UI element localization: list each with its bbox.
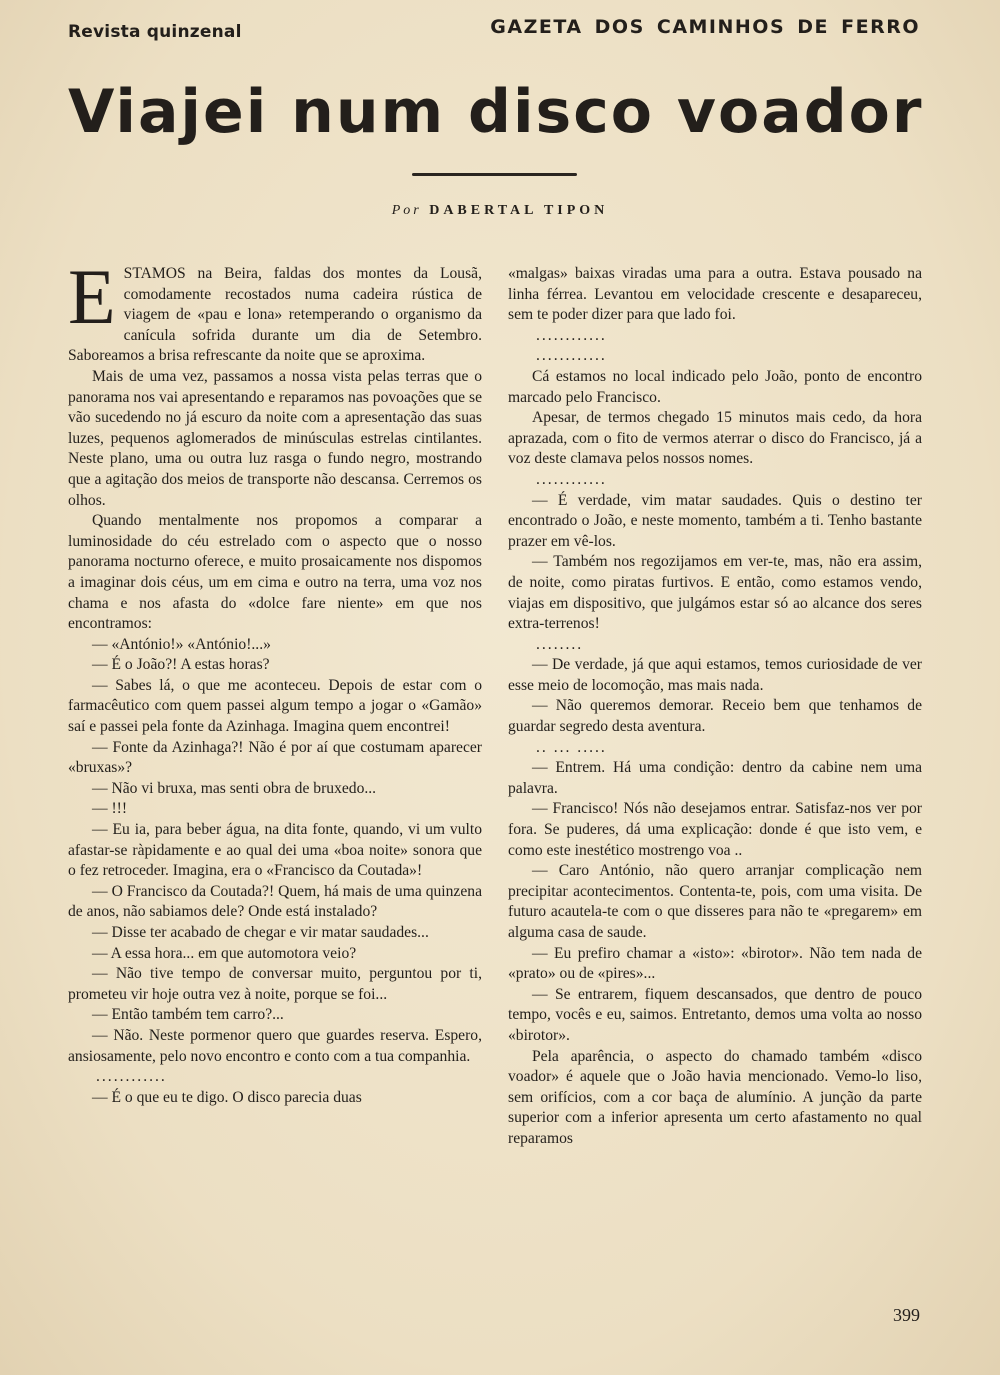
paragraph-text: — «António!» «António!...» [92,635,271,653]
paragraph-text: STAMOS na Beira, faldas dos montes da Lousã, comodamente recostados numa cadeira rústica de viagem de «pau e lona» retemperando o organismo da canícula sofrida durante um dia de Setembro. Saboreamos a brisa refrescante da noite que se aproxima. [68,265,482,365]
paragraph-text: Cá estamos no local indicado pelo João, ponto de encontro marcado pelo Francisco. [508,367,922,406]
paragraph-text: — Também nos regozijamos em ver-te, mas, não era assim, de noite, como piratas furtivos. E então, como estamos vendo, viajas em dispositivo, que julgámos estar só ao alcance dos seres extra-terrenos! [508,553,922,633]
paragraph-text: — Fonte da Azinhaga?! Não é por aí que costumam aparecer «bruxas»? [68,738,482,777]
paragraph [508,408,922,470]
paragraph-text: — Disse ter acabado de chegar e vir matar saudades... [92,924,429,941]
paragraph [508,696,922,737]
article-column-left [68,253,482,1108]
paragraph [68,738,482,779]
paragraph-text: .. ... ..... [536,738,607,756]
paragraph-text: ............ [536,326,607,344]
paragraph [68,655,482,676]
paragraph-text: — !!! [92,800,128,818]
paragraph [508,738,922,759]
paragraph [68,882,482,923]
byline [0,203,1000,219]
paragraph [68,1067,482,1088]
paragraph-text: — É verdade, vim matar saudades. Quis o destino ter encontrado o João, e neste momento, também a ti. Tenho bastante prazer em vê-los. [508,491,922,550]
paragraph-text: — O Francisco da Coutada?! Quem, há mais de uma quinzena de anos, não sabiamos dele? Onde está instalado? [68,882,482,921]
paragraph-text: — Sabes lá, o que me aconteceu. Depois de estar com o farmacêutico com quem passei algum tempo a jogar o «Gamão» saí e passei pela fonte da Azinhaga. Imagina quem encontrei! [68,676,482,736]
paragraph [508,758,922,799]
paragraph-text: — Entrem. Há uma condição: dentro da cabine nem uma palavra. [508,759,922,797]
paragraph [68,799,482,820]
paragraph-text: — Não queremos demorar. Receio bem que tenhamos de guardar segredo desta aventura. [508,697,922,736]
paragraph-text: ............ [96,1068,167,1086]
paragraph [68,1026,482,1067]
paragraph-text: — É o que eu te digo. O disco parecia duas [92,1088,362,1106]
paragraph [508,1047,922,1150]
paragraph [68,676,482,738]
paragraph [508,326,922,347]
paragraph-text: ............ [536,470,607,488]
paragraph [508,985,922,1047]
paragraph [68,635,482,656]
paragraph-text: — Não tive tempo de conversar muito, perguntou por ti, prometeu vir hoje outra vez à noite, porque se foi... [68,965,482,1003]
paragraph [508,552,922,634]
paragraph [508,861,922,943]
paragraph [68,1005,482,1026]
paragraph [68,944,482,965]
header-section-label: Revista quinzenal [68,22,242,42]
paragraph-text: Mais de uma vez, passamos a nossa vista pelas terras que o panorama nos vai apresentando e reparamos nas povoações que se vão sucedendo no já escuro da noite com a apresentação das suas luzes, pequenos aglomerados de minúsculas estrelas cintilantes. Neste plano, uma ou outra luz rasga o fundo negro, mostrando que a agitação dos meios de transporte não descansa. Cerremos os olhos. [68,367,482,509]
paragraph-text: — Caro António, não quero arranjar complicação nem precipitar acontecimentos. Contenta-te, pois, com uma visita. De futuro acautela-te com o que disseres para não te «pregarem» em alguma casa de saude. [508,862,922,941]
article-column-right [508,264,922,1150]
paragraph [508,264,922,326]
article-title: Viajei num disco voador [68,77,924,147]
paragraph-text: — Então também tem carro?... [92,1006,284,1024]
paragraph-text: — A essa hora... em que automotora veio? [92,944,357,962]
paragraph [508,655,922,696]
paragraph [68,253,482,367]
paragraph-text: — De verdade, já que aqui estamos, temos curiosidade de ver esse meio de locomoção, mas mais nada. [508,656,922,694]
title-divider [412,173,577,176]
paragraph [508,944,922,985]
paragraph [68,923,482,944]
paragraph-text: — Não vi bruxa, mas senti obra de bruxedo... [92,779,377,797]
paragraph [68,367,482,511]
paragraph [508,635,922,656]
paragraph-text: «malgas» baixas viradas uma para a outra. Estava pousado na linha férrea. Levantou em velocidade crescente e desapareceu, sem te poder dizer para que lado foi. [508,265,922,324]
paragraph-text: — Francisco! Nós não desejamos entrar. Satisfaz-nos ver por fora. Se puderes, dá uma explicação: donde é que isto vem, e como este inestético mostrengo voa .. [508,800,922,859]
paragraph [68,964,482,1005]
paragraph [68,1088,482,1109]
paragraph-text: ........ [536,635,584,653]
byline-prefix: Por [391,203,422,218]
paragraph-text: — Se entrarem, fiquem descansados, que dentro de pouco tempo, vocês e eu, saimos. Entretanto, demos uma volta ao nosso «birotor». [508,985,922,1044]
paragraph [68,820,482,882]
paragraph [508,491,922,553]
paragraph [68,511,482,635]
header-magazine-title: GAZETA DOS CAMINHOS DE FERRO [490,16,920,38]
paragraph-text: — É o João?! A estas horas? [92,656,270,674]
paragraph [68,779,482,800]
paragraph-text: — Não. Neste pormenor quero que guardes reserva. Espero, ansiosamente, pelo novo encontro e conto com a tua companhia. [68,1026,482,1065]
paragraph [508,799,922,861]
paragraph-text: ............ [536,347,607,365]
paragraph-text: Pela aparência, o aspecto do chamado também «disco voador» é aquele que o João havia mencionado. Vemo-lo liso, sem orifícios, com a cor baça de alumínio. A junção da parte superior com a inferior apresenta um certo afastamento no qual reparamos [508,1047,922,1147]
paragraph-text: — Eu prefiro chamar a «isto»: «birotor». Não tem nada de «prato» ou de «pires»... [508,944,922,983]
paragraph-text: Apesar, de termos chegado 15 minutos mais cedo, da hora aprazada, com o fito de vermos aterrar o disco do Francisco, já a voz deste clamava pelos nossos nomes. [508,409,922,468]
drop-cap: E [68,253,116,340]
page-number: 399 [893,1305,920,1325]
paragraph [508,346,922,367]
paragraph [508,367,922,408]
paragraph-text: — Eu ia, para beber água, na dita fonte, quando, vi um vulto afastar-se ràpidamente e ao qual dei uma «boa noite» sonora que o fez retroceder. Imagina, era o «Francisco da Coutada»! [68,821,482,880]
paragraph [508,470,922,491]
paragraph-text: Quando mentalmente nos propomos a comparar a luminosidade do céu estrelado com o aspecto que o nosso panorama nocturno oferece, e muito prosaicamente nos dispomos a imaginar dois céus, um em cima e outro na terra, uma voz nos chama e nos afasta do «dolce fare niente» em que nos encontramos: [68,512,482,633]
byline-author: DABERTAL TIPON [429,203,609,218]
